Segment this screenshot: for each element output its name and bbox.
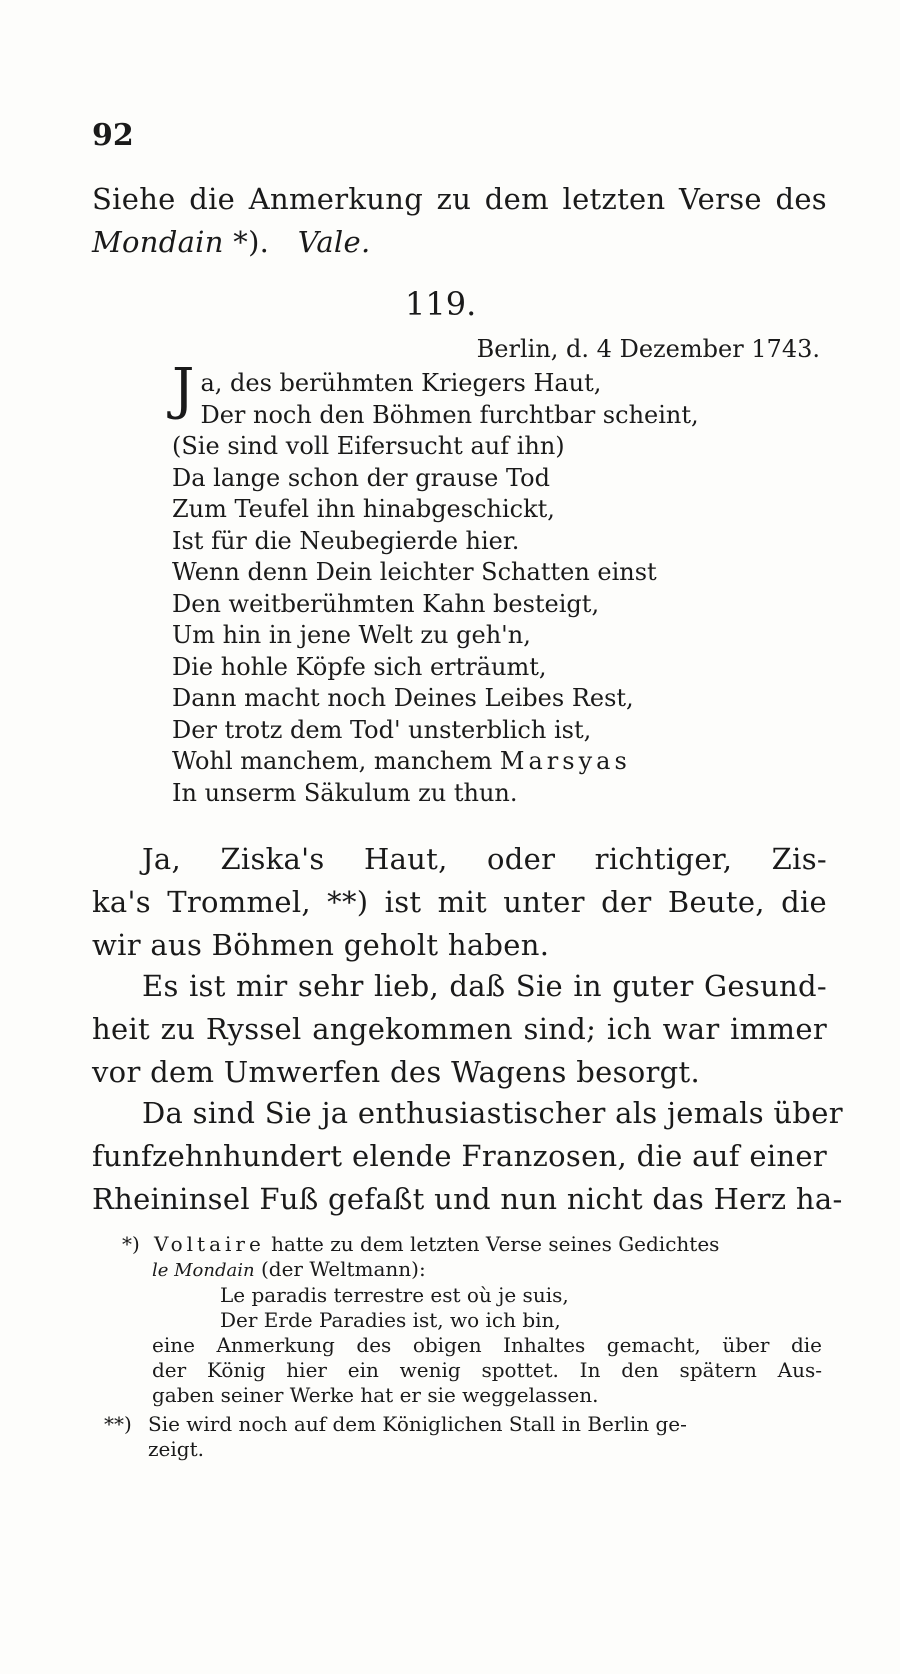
paragraph-3 — [92, 1092, 843, 1221]
poem-line: Da lange schon der grause Tod — [172, 463, 550, 492]
dateline: Berlin, d. 4 Dezember 1743. — [476, 335, 820, 363]
poem-line: Der trotz dem Tod' unsterblich ist, — [172, 715, 592, 744]
footnote-1 — [122, 1232, 822, 1408]
poem-line: Der noch den Böhmen furchtbar scheint, — [200, 400, 699, 429]
poem-line: Um hin in jene Welt zu geh'n, — [172, 621, 531, 649]
poem-line: Die hohle Köpfe sich erträumt, — [172, 652, 547, 681]
intro-line-2 — [92, 221, 827, 264]
paragraph-1 — [92, 838, 827, 967]
mondain-title: Mondain — [92, 225, 224, 259]
poem-line: (Sie sind voll Eifersucht auf ihn) — [172, 432, 565, 460]
footnote-2 — [104, 1412, 804, 1462]
page-number: 92 — [92, 118, 134, 153]
paragraph-line: Da sind Sie ja enthusiastischer als jemals über — [142, 1096, 843, 1130]
vale: Vale. — [297, 225, 371, 259]
poem-dropcap: J — [172, 357, 195, 422]
paragraph-line: Es ist mir sehr lieb, daß Sie in guter Gesund- — [142, 969, 827, 1003]
paragraph-line: funfzehnhundert elende Franzosen, die auf einer — [92, 1139, 827, 1173]
poem-line — [172, 746, 670, 778]
footnote-line: der König hier ein wenig spottet. In den spätern Aus- — [152, 1358, 822, 1382]
footnote-text: hatte zu dem letzten Verse seines Gedichtes — [264, 1232, 720, 1256]
poem-line: Zum Teufel ihn hinabgeschickt, — [172, 495, 555, 523]
mondain-title-fn: le Mondain — [152, 1260, 255, 1281]
poem-line: Dann macht noch Deines Leibes Rest, — [172, 684, 634, 712]
poem-line-text: Wohl manchem, manchem — [172, 747, 493, 775]
poem-line: In unserm Säkulum zu thun. — [172, 778, 518, 807]
footnote-line — [104, 1412, 804, 1437]
paragraph-line: Ja, Ziska's Haut, oder richtiger, Zis- — [142, 842, 827, 876]
poem-line: Wenn denn Dein leichter Schatten einst — [172, 558, 657, 586]
paragraph-line: heit zu Ryssel angekommen sind; ich war immer — [92, 1012, 827, 1046]
poem-line: a, des berühmten Kriegers Haut, — [200, 369, 602, 397]
footnote-line — [122, 1257, 822, 1283]
poem-line: Ist für die Neubegierde hier. — [172, 526, 520, 555]
footnote-mark: *) — [122, 1232, 140, 1256]
footnote-line — [122, 1232, 822, 1257]
footnote-ref-1: *). — [223, 225, 270, 259]
letter-number: 119. — [405, 285, 477, 323]
footnote-quote-fr: Le paradis terrestre est où je suis, — [220, 1283, 569, 1307]
marsyas: Marsyas — [499, 747, 631, 775]
paragraph-2 — [92, 965, 827, 1094]
footnote-text: (der Weltmann): — [254, 1257, 426, 1281]
footnote-line: gaben seiner Werke hat er sie weggelassen. — [152, 1383, 599, 1407]
footnote-line: zeigt. — [148, 1437, 204, 1461]
intro-line-1: Siehe die Anmerkung zu dem letzten Verse des — [92, 182, 827, 216]
paragraph-line: wir aus Böhmen geholt haben. — [92, 928, 550, 962]
footnote-line: eine Anmerkung des obigen Inhaltes gemacht, über die — [152, 1333, 822, 1357]
poem-line: Den weitberühmten Kahn besteigt, — [172, 589, 600, 618]
footnote-quote-de: Der Erde Paradies ist, wo ich bin, — [220, 1308, 561, 1332]
poem — [172, 357, 699, 809]
intro-paragraph — [92, 178, 827, 264]
paragraph-line: vor dem Umwerfen des Wagens besorgt. — [92, 1055, 701, 1089]
voltaire: Voltaire — [154, 1232, 265, 1256]
footnote-text: Sie wird noch auf dem Königlichen Stall in Berlin ge- — [148, 1412, 687, 1436]
footnote-mark: **) — [104, 1412, 132, 1436]
paragraph-line: ka's Trommel, **) ist mit unter der Beute, die — [92, 885, 827, 919]
paragraph-line: Rheininsel Fuß gefaßt und nun nicht das Herz ha- — [92, 1182, 843, 1216]
